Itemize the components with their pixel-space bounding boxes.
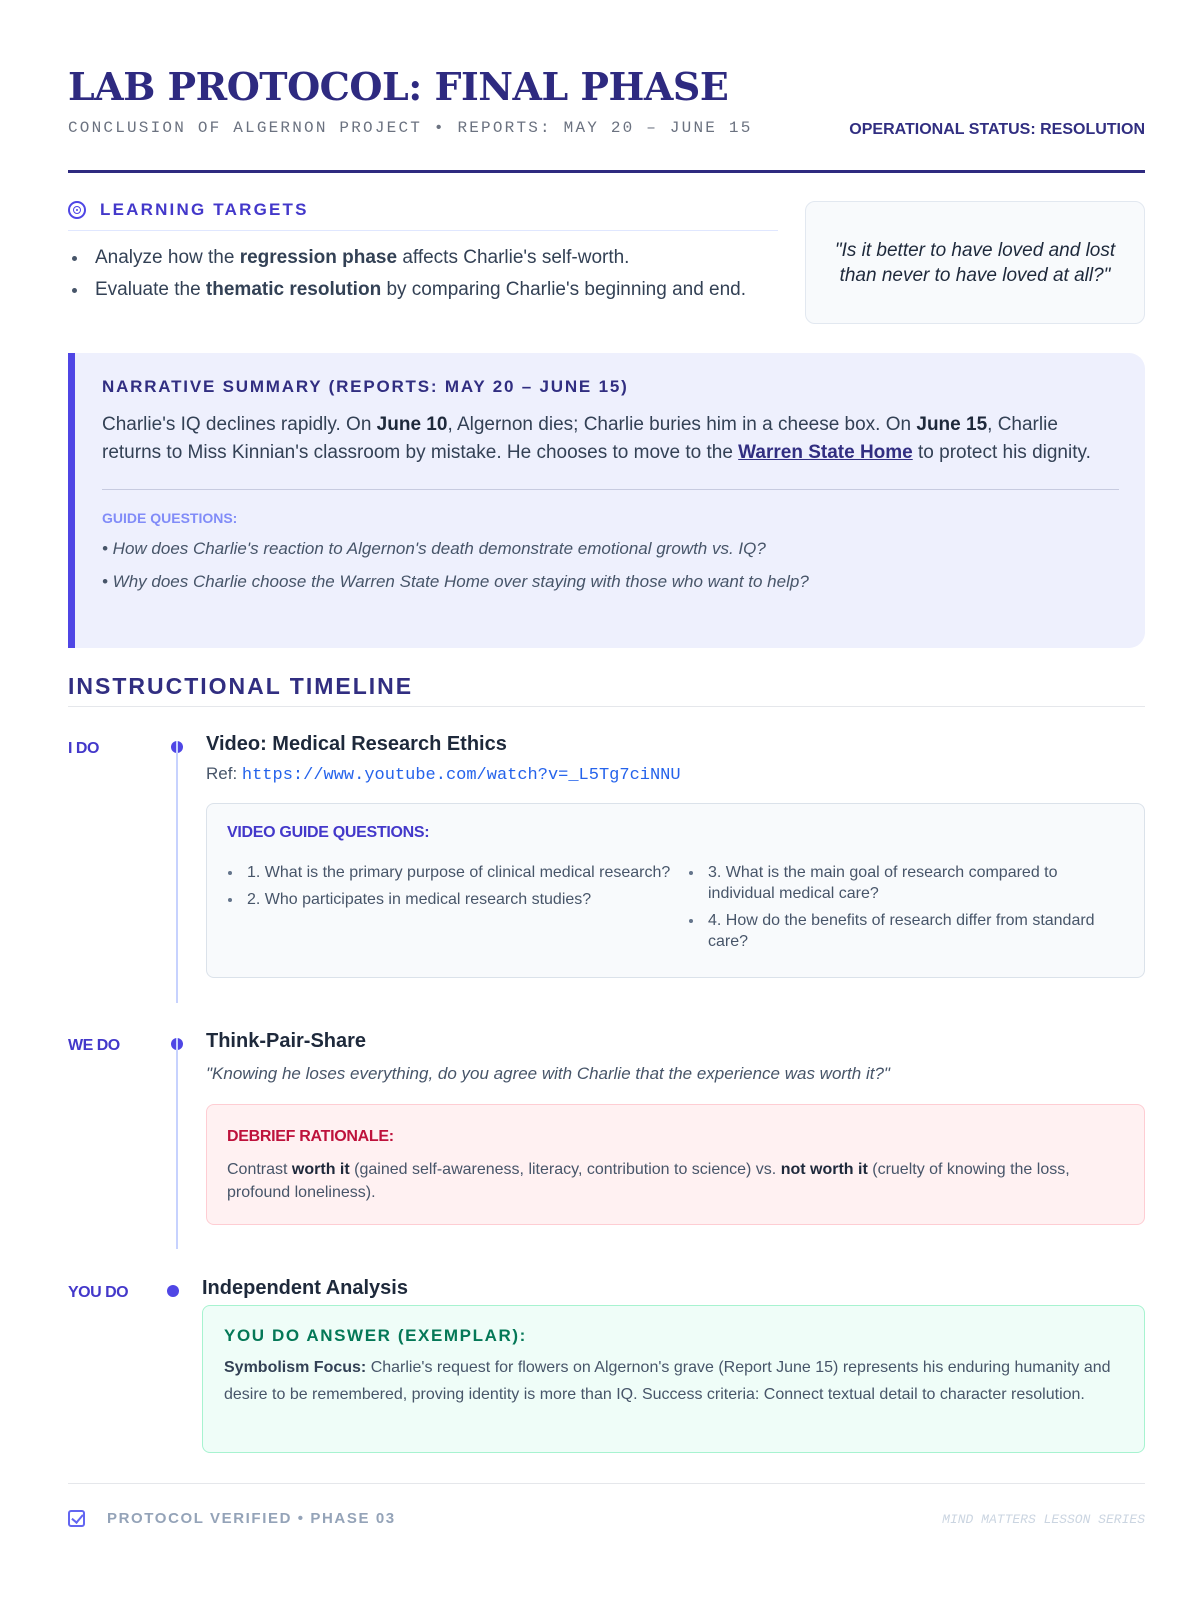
target-icon [68,201,86,219]
timeline-heading: INSTRUCTIONAL TIMELINE [68,673,414,699]
video-guide-questions [227,862,1124,958]
debrief-heading: DEBRIEF RATIONALE: [227,1128,394,1145]
think-pair-share-prompt: "Knowing he loses everything, do you agree with Charlie that the experience was worth it?" [206,1064,890,1083]
debrief-emphasis: worth it [291,1161,350,1178]
learning-targets-divider [68,230,778,231]
target-text: Analyze how the [95,247,240,268]
summary-date: June 10 [376,414,448,435]
exemplar-text: Charlie's request for flowers on Algernon's grave (Report June 15) represents his enduring humanity and desire to be remembered, proving identity is more than IQ. Success criteria: Connect textual detail to character resolution. [224,1359,1111,1403]
exemplar-lead: Symbolism Focus: [224,1359,367,1376]
exemplar-heading: YOU DO ANSWER (EXEMPLAR): [224,1326,527,1345]
footer-series: MIND MATTERS LESSON SERIES [942,1512,1145,1527]
learning-targets-list [68,245,778,302]
video-question: 4. How do the benefits of research differ from standard care? [688,910,1118,952]
target-text: affects Charlie's self-worth. [397,247,630,268]
summary-text: to protect his dignity. [912,442,1091,463]
summary-heading: NARRATIVE SUMMARY (REPORTS: MAY 20 – JUNE 15) [102,377,629,396]
summary-date: June 15 [916,414,988,435]
summary-body [102,411,1119,467]
learning-target-item [68,277,778,302]
learning-targets [68,198,778,309]
stage-label-you-do: YOU DO [68,1284,129,1301]
video-reference [206,764,681,785]
quote-card [805,201,1145,324]
video-url-link[interactable]: https://www.youtube.com/watch?v=_L5Tg7ciNNU [241,766,681,785]
debrief-text: (gained self-awareness, literacy, contribution to science) vs. [349,1161,781,1178]
narrative-summary [68,353,1145,648]
video-question: 1. What is the primary purpose of clinical medical research? [227,862,688,883]
learning-targets-header [68,198,778,222]
operational-status: OPERATIONAL STATUS: RESOLUTION [849,121,1145,138]
header-divider [68,170,1145,173]
video-question: 2. Who participates in medical research studies? [227,889,688,910]
timeline-line [176,741,178,1003]
summary-divider [102,489,1119,490]
stage-title-you-do: Independent Analysis [202,1277,408,1299]
exemplar-body [224,1354,1124,1408]
debrief-text: (cruelty of knowing the loss, profound loneliness). [227,1161,1070,1201]
learning-target-item [68,245,778,270]
target-text: Evaluate the [95,279,206,300]
video-question: 3. What is the main goal of research compared to individual medical care? [688,862,1118,904]
page-subtitle: CONCLUSION OF ALGERNON PROJECT • REPORTS: MAY 20 – JUNE 15 [68,119,753,137]
debrief-card [206,1104,1145,1225]
quote-text: "Is it better to have loved and lost than never to have loved at all?" [834,239,1116,286]
video-guide-heading: VIDEO GUIDE QUESTIONS: [227,824,430,841]
timeline-divider [68,706,1145,707]
target-emphasis: thematic resolution [205,279,382,300]
footer-verification [68,1510,396,1527]
stage-label-we-do: WE DO [68,1037,120,1054]
target-emphasis: regression phase [239,247,398,268]
learning-targets-label: LEARNING TARGETS [100,200,309,219]
guide-question: • Why does Charlie choose the Warren State Home over staying with those who want to help? [102,572,809,591]
exemplar-card [202,1305,1145,1453]
video-questions-left [227,862,688,958]
timeline-line [176,1038,178,1249]
debrief-emphasis: not worth it [780,1161,868,1178]
check-square-icon [68,1510,85,1527]
footer-divider [68,1483,1145,1484]
summary-text: , Charlie returns to Miss Kinnian's classroom by mistake. He chooses to move to the [102,414,1058,463]
stage-title-i-do: Video: Medical Research Ethics [206,733,507,755]
stage-label-i-do: I DO [68,740,99,757]
stage-title-we-do: Think-Pair-Share [206,1030,367,1052]
guide-questions-heading: GUIDE QUESTIONS: [102,510,238,526]
timeline-dot [167,1285,179,1297]
video-guide-card [206,803,1145,978]
footer-status: PROTOCOL VERIFIED • PHASE 03 [107,1510,396,1527]
warren-state-home-link[interactable]: Warren State Home [738,442,913,463]
summary-text: , Algernon dies; Charlie buries him in a cheese box. On [447,414,917,435]
video-questions-right [688,862,1118,958]
target-text: by comparing Charlie's beginning and end. [381,279,747,300]
debrief-body [227,1158,1124,1204]
reference-label: Ref: [206,764,242,783]
debrief-text: Contrast [227,1161,292,1178]
page-title: LAB PROTOCOL: FINAL PHASE [68,64,729,109]
guide-question: • How does Charlie's reaction to Algernon's death demonstrate emotional growth vs. IQ? [102,539,766,558]
summary-text: Charlie's IQ declines rapidly. On [102,414,377,435]
